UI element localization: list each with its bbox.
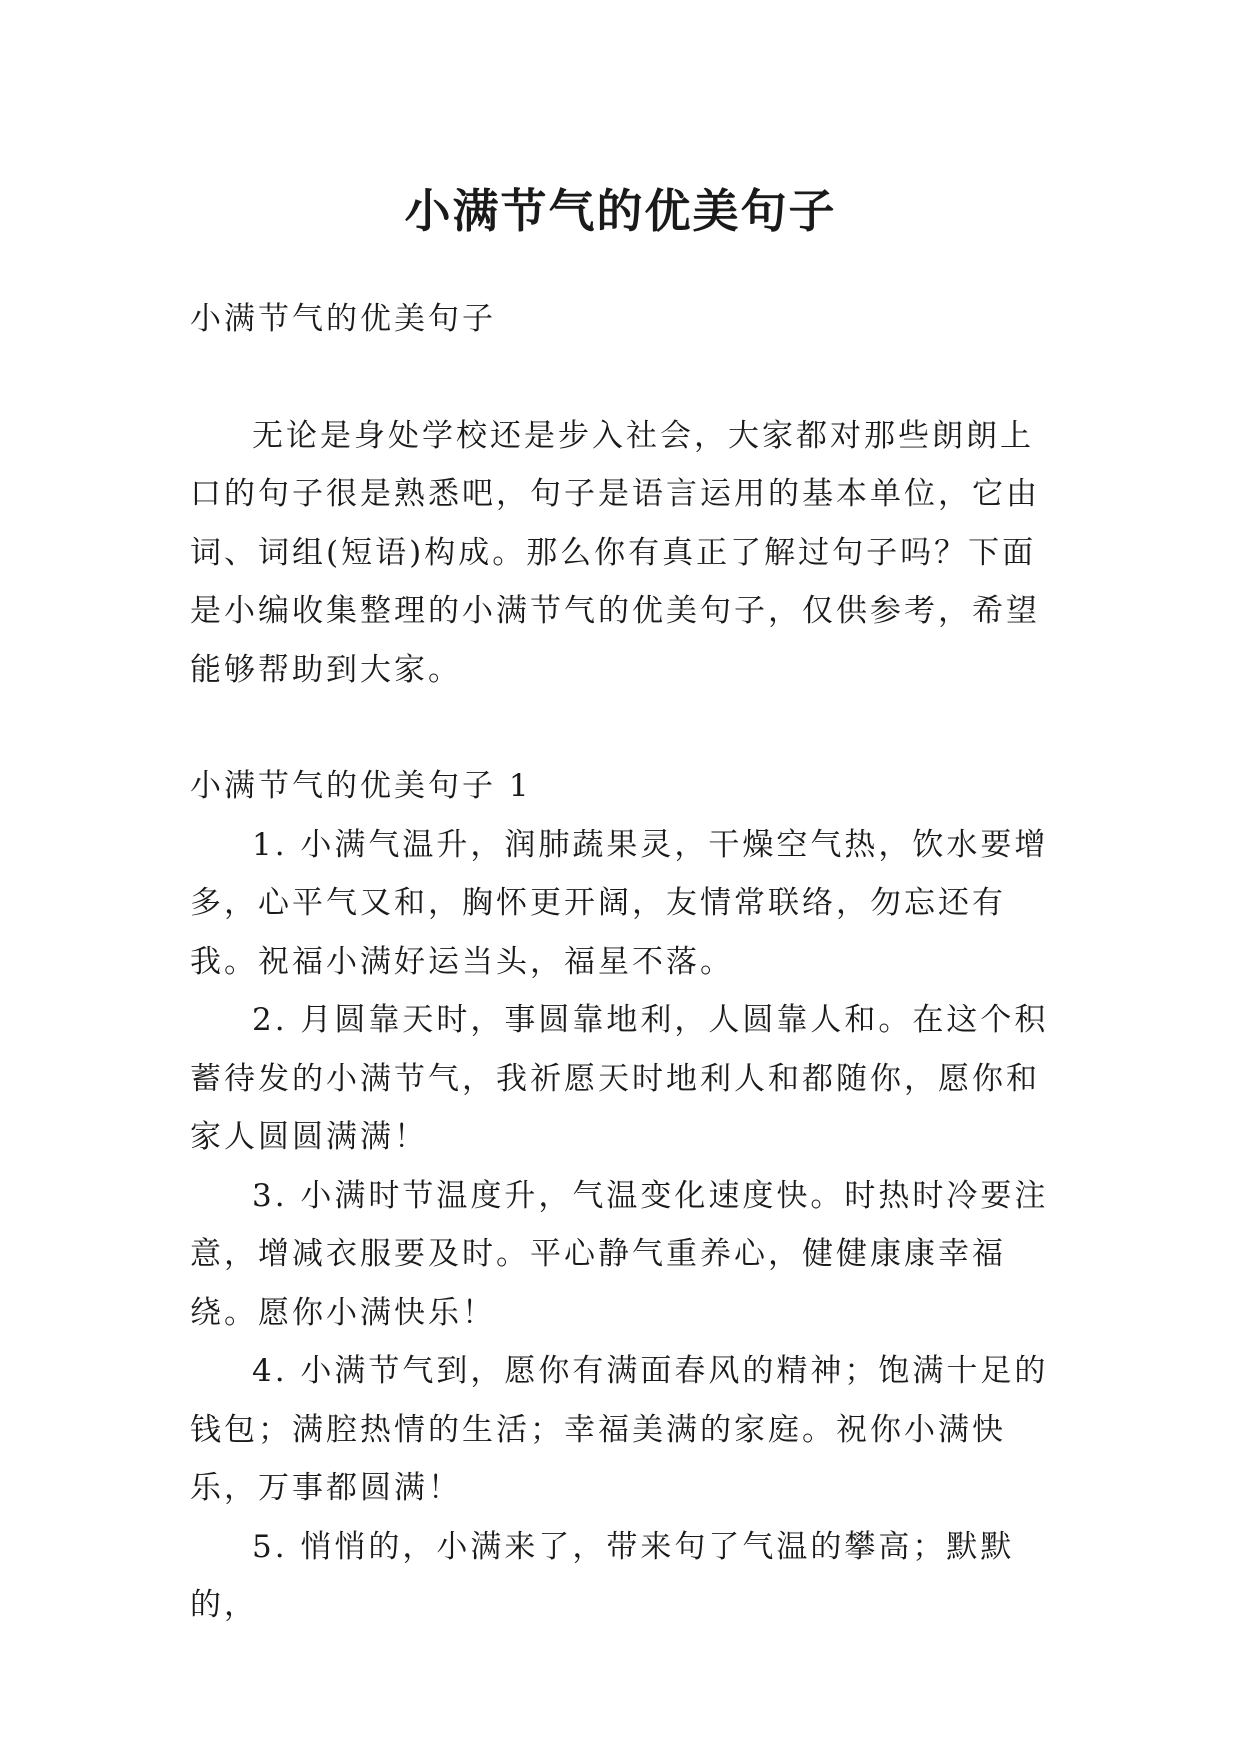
sentence-item: 4. 小满节气到，愿你有满面春风的精神；饱满十足的钱包；满腔热情的生活；幸福美满的家庭。祝你小满快乐，万事都圆满！ bbox=[190, 1353, 1049, 1506]
document-subtitle: 小满节气的优美句子 bbox=[190, 301, 496, 337]
sentence-item: 1. 小满气温升，润肺蔬果灵，干燥空气热，饮水要增多，心平气又和，胸怀更开阔，友情常联络，勿忘还有我。祝福小满好运当头，福星不落。 bbox=[190, 826, 1049, 980]
sentence-item: 5. 悄悄的，小满来了，带来句了气温的攀高；默默的， bbox=[190, 1528, 1015, 1623]
document-title: 小满节气的优美句子 bbox=[404, 183, 837, 238]
sentence-item: 3. 小满时节温度升，气温变化速度快。时热时冷要注意，增减衣服要及时。平心静气重养心，健健康康幸福绕。愿你小满快乐！ bbox=[190, 1177, 1049, 1331]
sentence-item: 2. 月圆靠天时，事圆靠地利，人圆靠人和。在这个积蓄待发的小满节气，我祈愿天时地利人和都随你，愿你和家人圆圆满满！ bbox=[190, 1002, 1049, 1155]
document-body bbox=[190, 290, 1060, 1635]
intro-paragraph: 无论是身处学校还是步入社会，大家都对那些朗朗上口的句子很是熟悉吧，句子是语言运用的基本单位，它由词、词组(短语)构成。那么你有真正了解过句子吗？下面是小编收集整理的小满节气的优美句子，仅供参考，希望能够帮助到大家。 bbox=[190, 417, 1040, 688]
section-heading: 小满节气的优美句子 1 bbox=[190, 768, 532, 804]
